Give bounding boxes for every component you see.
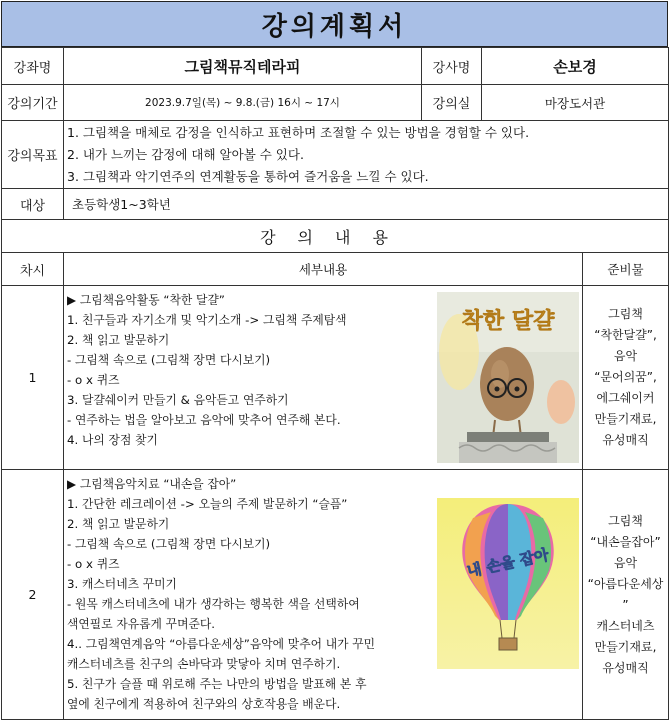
session-number: 2: [2, 470, 64, 720]
target-value: 초등학생1~3학년: [64, 189, 669, 220]
supply-line: 유성매직: [602, 433, 649, 447]
egg-illustration: [437, 292, 579, 463]
detail-line: 1. 친구들과 자기소개 및 악기소개 -> 그림책 주제탐색: [67, 313, 347, 327]
goal-item: 3. 그림책과 악기연주의 연계활동을 통하여 즐거움을 느낄 수 있다.: [67, 168, 429, 184]
balloon-illustration: [437, 498, 579, 669]
detail-line: 옆에 친구에게 적용하여 친구와의 상호작용을 배운다.: [67, 697, 341, 711]
book-cover-hold-my-hand: [437, 498, 579, 669]
instructor-name: 손보경: [482, 48, 669, 85]
course-name: 그림책뮤직테라피: [64, 48, 422, 85]
detail-line: - o x 퀴즈: [67, 373, 120, 387]
session-detail: [64, 470, 583, 720]
supply-line: 에그쉐이커: [596, 391, 655, 405]
document-title: 강의계획서: [1, 1, 668, 47]
supply-line: 음악: [613, 349, 638, 363]
detail-line: 색연필로 자유롭게 꾸며준다.: [67, 617, 215, 631]
detail-line: - 연주하는 법을 알아보고 음악에 맞추어 연주해 본다.: [67, 413, 341, 427]
supply-line: “아름다운세상: [587, 576, 664, 591]
detail-line: 4. 나의 장점 찾기: [67, 433, 158, 447]
detail-line: 1. 간단한 레크레이션 -> 오늘의 주제 발문하기 “슬픔”: [67, 497, 348, 511]
supply-line: 그림책: [608, 307, 643, 321]
detail-line: 2. 책 읽고 발문하기: [67, 333, 170, 347]
period-value: 2023.9.7일(목) ~ 9.8.(금) 16시 ~ 17시: [64, 85, 422, 121]
session-col-header: 차시: [2, 253, 64, 286]
lecture-plan-table: [1, 47, 669, 720]
detail-line: 3. 달걀쉐이커 만들기 & 음악듣고 연주하기: [67, 393, 289, 407]
room-value: 마장도서관: [482, 85, 669, 121]
session-detail: [64, 286, 583, 470]
supply-line: 만들기재료,: [594, 639, 657, 654]
goals-list: [64, 121, 669, 189]
detail-line: 5. 친구가 슬플 때 위로해 주는 나만의 방법을 발표해 본 후: [67, 677, 367, 691]
goal-item: 1. 그림책을 매체로 감정을 인식하고 표현하며 조절할 수 있는 방법을 경험할 수 있다.: [67, 124, 530, 140]
supply-line: ”: [622, 597, 629, 612]
detail-line: 2. 책 읽고 발문하기: [67, 517, 170, 531]
detail-col-header: 세부내용: [64, 253, 583, 286]
detail-line: - 원목 캐스터네츠에 내가 생각하는 행복한 색을 선택하여: [67, 597, 360, 611]
supply-line: 캐스터네츠: [596, 618, 655, 633]
instructor-label: 강사명: [422, 48, 482, 85]
book-title-text: 착한 달걀: [461, 309, 555, 334]
target-label: 대상: [2, 189, 64, 220]
room-label: 강의실: [422, 85, 482, 121]
section-title: 강의내용: [2, 220, 669, 253]
course-label: 강좌명: [2, 48, 64, 85]
supply-line: 그림책: [608, 513, 643, 528]
supply-line: “내손을잡아”: [590, 534, 661, 549]
detail-line: 3. 캐스터네츠 꾸미기: [67, 577, 177, 591]
detail-line: - 그림책 속으로 (그림책 장면 다시보기): [67, 537, 271, 551]
supplies-col-header: 준비물: [583, 253, 669, 286]
goals-label: 강의목표: [2, 121, 64, 189]
detail-line: 4.. 그림책연계음악 “아름다운세상”음악에 맞추어 내가 꾸민: [67, 637, 376, 651]
detail-line: - 그림책 속으로 (그림책 장면 다시보기): [67, 353, 271, 367]
supply-line: 유성매직: [602, 660, 649, 675]
supply-line: “문어의꿈”,: [594, 370, 657, 384]
detail-line: 캐스터네츠를 친구의 손바닥과 맞닿아 치며 연주하기.: [67, 657, 341, 671]
session-number: 1: [2, 286, 64, 470]
supply-line: 음악: [613, 555, 638, 570]
book-cover-good-egg: [437, 292, 579, 463]
session-supplies: [583, 286, 669, 470]
goal-item: 2. 내가 느끼는 감정에 대해 알아볼 수 있다.: [67, 146, 304, 162]
detail-line: ▶ 그림책음악치료 “내손을 잡아”: [67, 477, 237, 491]
detail-line: - o x 퀴즈: [67, 557, 120, 571]
supply-line: 만들기재료,: [594, 412, 657, 426]
supply-line: “착한달걀”,: [594, 328, 657, 342]
period-label: 강의기간: [2, 85, 64, 121]
book-title-text: 내 손을 잡아: [465, 545, 551, 581]
session-supplies: [583, 470, 669, 720]
detail-line: ▶ 그림책음악활동 “착한 달걀”: [67, 293, 225, 307]
